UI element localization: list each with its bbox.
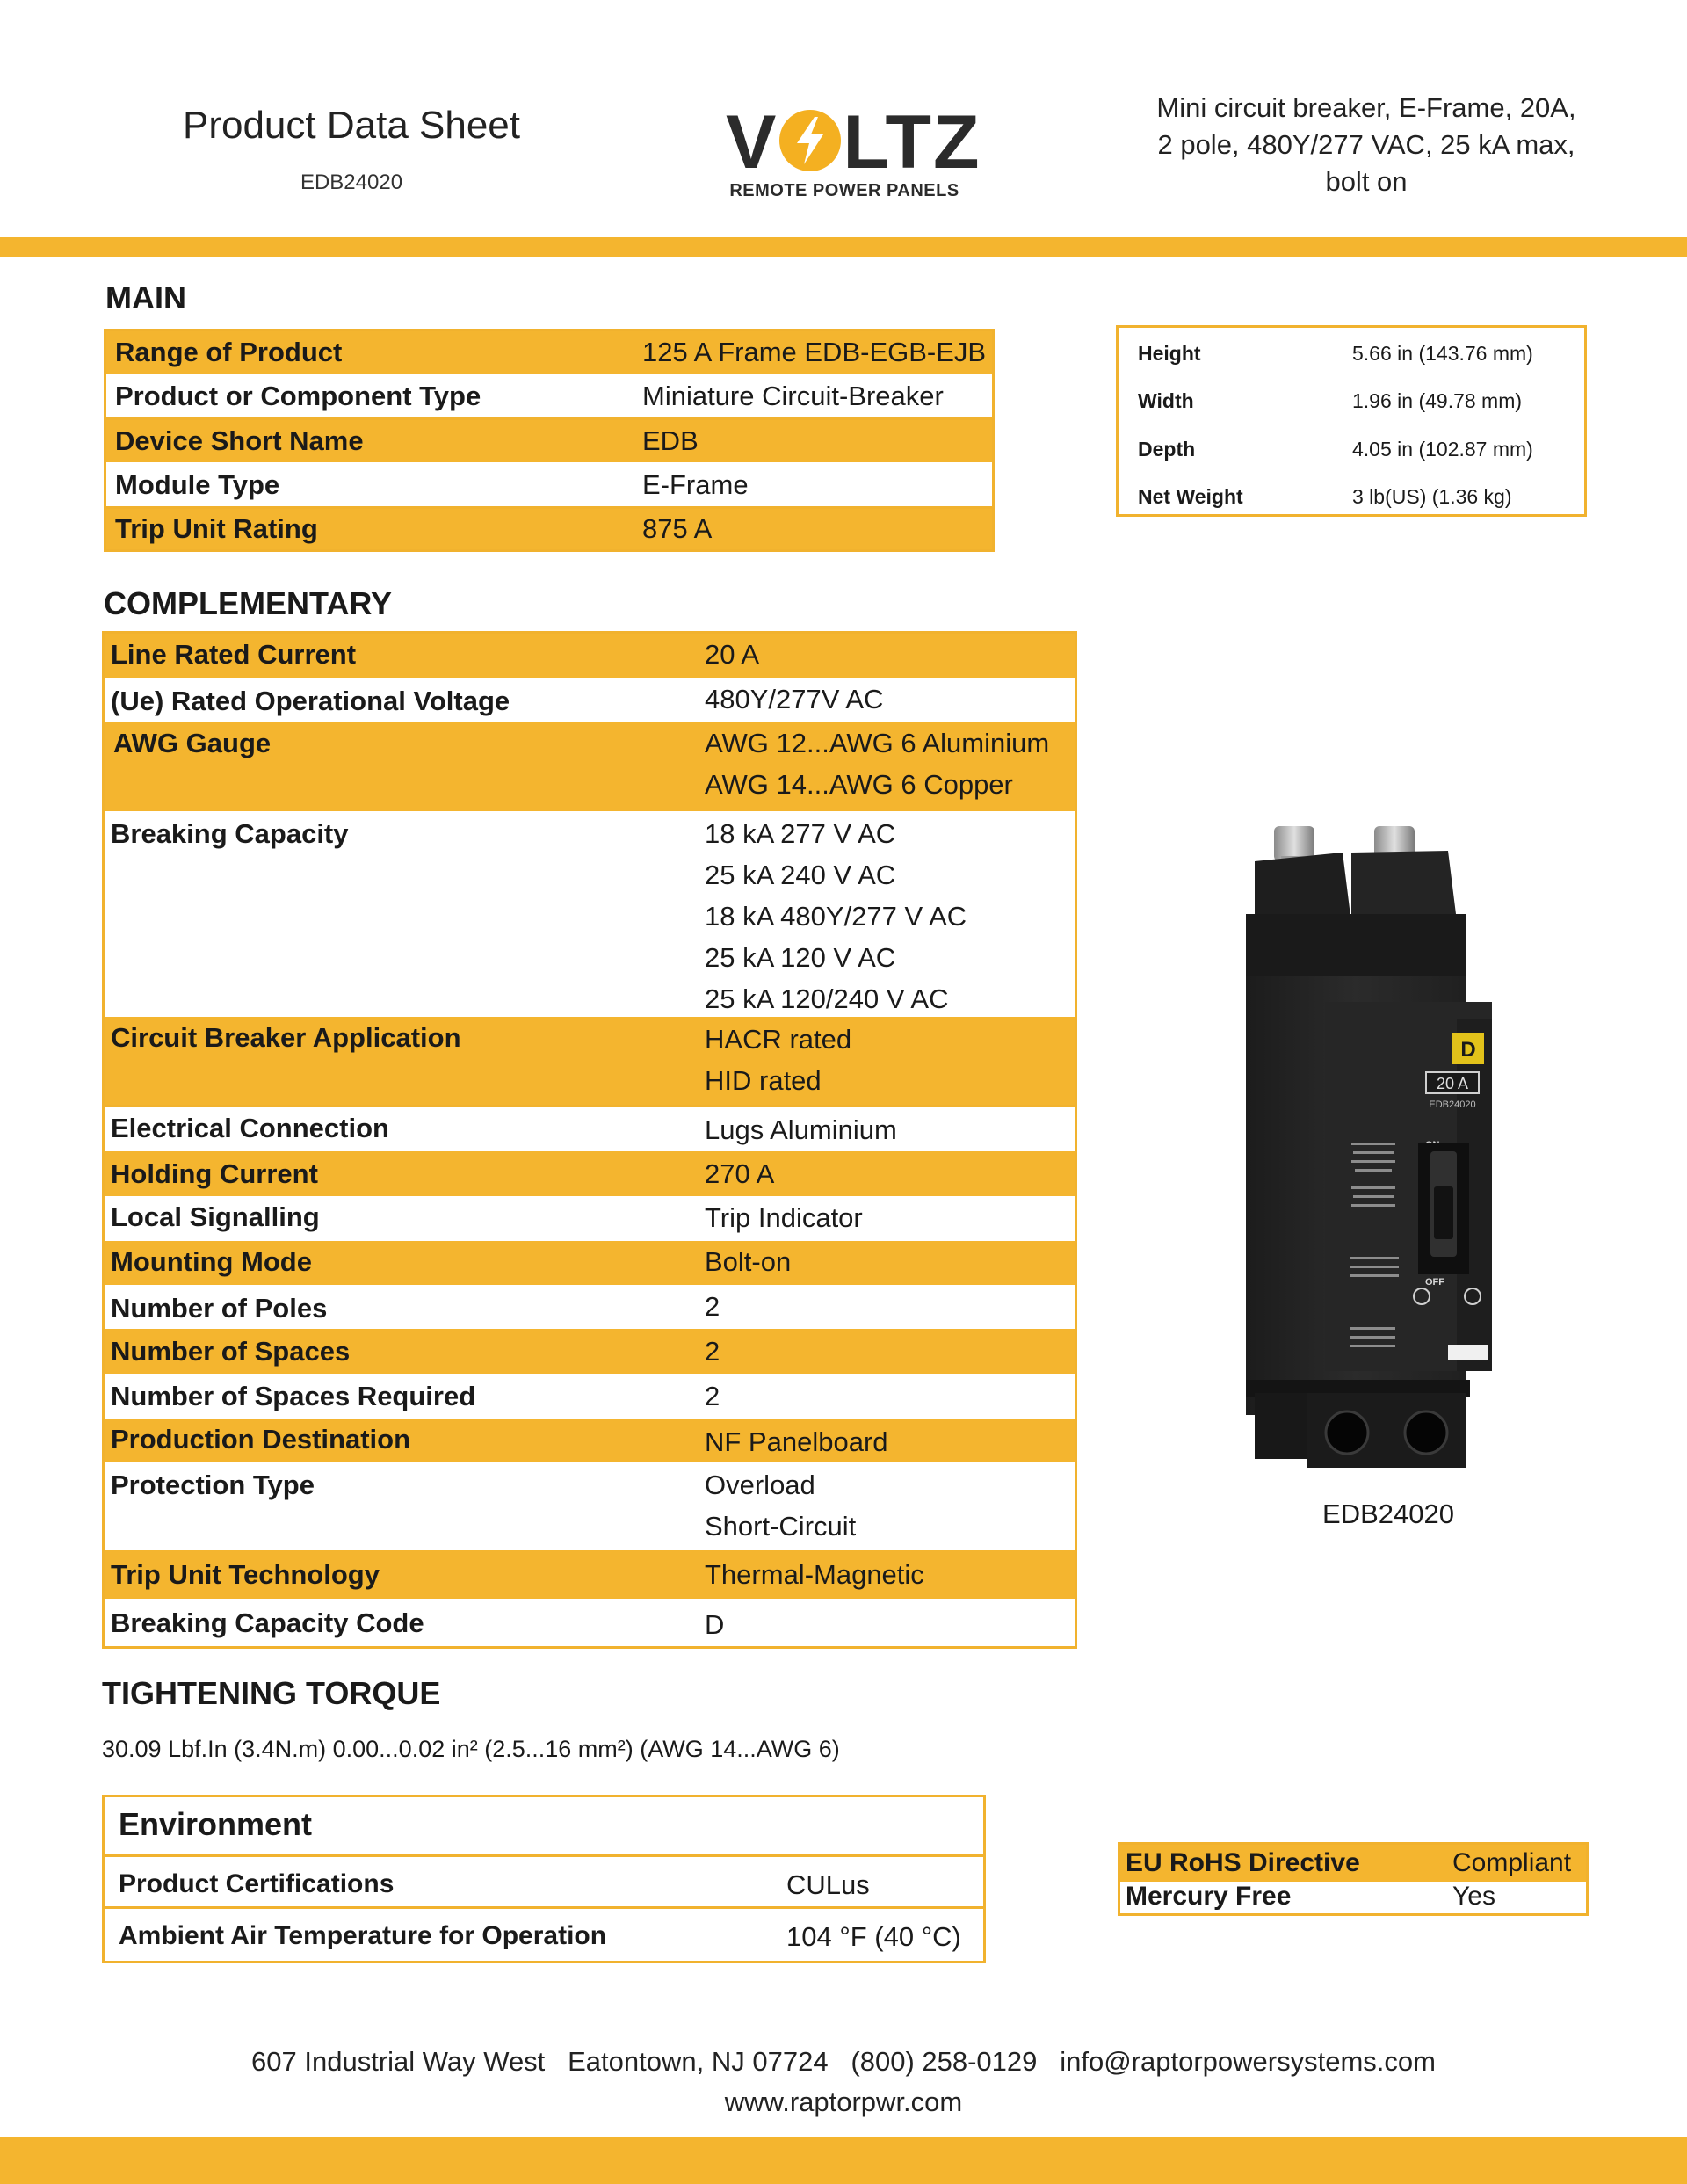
row-label: Breaking Capacity: [111, 818, 349, 849]
table-row: [105, 1285, 1075, 1329]
footer-contact: 607 Industrial Way West Eatontown, NJ 07724 (800) 258-0129 info@raptorpowersystems.com: [251, 2046, 1436, 2077]
row-divider: [105, 1906, 983, 1909]
row-label: Number of Spaces Required: [111, 1381, 476, 1411]
description-line: bolt on: [1325, 166, 1408, 197]
row-label: Mercury Free: [1126, 1882, 1292, 1911]
row-value: HACR rated: [705, 1024, 852, 1055]
model-label: EDB24020: [1429, 1099, 1476, 1110]
table-row: [105, 1599, 1075, 1646]
row-value: HID rated: [705, 1065, 822, 1096]
document-title: Product Data Sheet: [182, 104, 520, 147]
main-table: [104, 329, 995, 552]
row-value: E-Frame: [642, 469, 749, 500]
table-row: [106, 374, 992, 417]
row-value: D: [705, 1609, 725, 1640]
dimension-value: 1.96 in (49.78 mm): [1352, 389, 1523, 412]
row-label: Ambient Air Temperature for Operation: [119, 1921, 607, 1950]
table-row: [105, 722, 1075, 811]
row-value: Miniature Circuit-Breaker: [642, 381, 944, 411]
row-label: Product or Component Type: [115, 381, 481, 411]
table-row: [105, 1241, 1075, 1285]
row-label: Module Type: [115, 469, 280, 500]
row-value: AWG 12...AWG 6 Aluminium: [705, 728, 1050, 758]
environment-title: Environment: [119, 1806, 313, 1842]
row-label: AWG Gauge: [113, 728, 272, 758]
row-value: 25 kA 120/240 V AC: [705, 983, 949, 1014]
row-value: CULus: [786, 1869, 870, 1900]
row-label: Product Certifications: [119, 1869, 395, 1898]
dimensions-table: [1116, 325, 1587, 517]
description-line: 2 pole, 480Y/277 VAC, 25 kA max,: [1157, 129, 1575, 160]
row-label: Trip Unit Technology: [111, 1559, 380, 1590]
main-section-title: MAIN: [105, 279, 186, 316]
row-value: EDB: [642, 425, 699, 456]
row-label: Trip Unit Rating: [115, 513, 318, 544]
product-image: [1246, 817, 1527, 1468]
voltz-logo: [726, 100, 981, 204]
table-row: [105, 1419, 1075, 1462]
row-label: Number of Poles: [111, 1293, 328, 1324]
row-value: Trip Indicator: [705, 1202, 863, 1233]
table-row: [105, 1151, 1075, 1196]
row-value: 875 A: [642, 513, 713, 544]
row-label: Local Signalling: [111, 1201, 320, 1232]
row-label: Device Short Name: [115, 425, 364, 456]
row-value: 125 A Frame EDB-EGB-EJB: [642, 337, 987, 367]
dimension-label: Width: [1138, 389, 1194, 412]
row-value: Short-Circuit: [705, 1511, 857, 1542]
row-value: NF Panelboard: [705, 1426, 888, 1457]
row-label: EU RoHS Directive: [1126, 1848, 1360, 1877]
row-label: Range of Product: [115, 337, 343, 367]
row-value: Thermal-Magnetic: [705, 1559, 924, 1590]
table-row: [106, 462, 992, 506]
complementary-table: [102, 631, 1077, 1649]
logo-subtitle: REMOTE POWER PANELS: [729, 181, 959, 200]
table-row: [105, 634, 1075, 678]
row-value: 18 kA 277 V AC: [705, 818, 896, 849]
row-value: 480Y/277V AC: [705, 684, 884, 715]
table-row: [106, 331, 992, 374]
table-row: [105, 1374, 1075, 1419]
table-row: [105, 811, 1075, 1017]
row-divider: [105, 1854, 983, 1857]
torque-section-title: TIGHTENING TORQUE: [102, 1675, 441, 1711]
row-value: 25 kA 120 V AC: [705, 942, 896, 973]
dimension-label: Net Weight: [1138, 485, 1243, 508]
footer-website-link[interactable]: www.raptorpwr.com: [724, 2086, 963, 2117]
row-value: 2: [705, 1291, 720, 1322]
product-image-caption: EDB24020: [1322, 1498, 1454, 1529]
environment-table: [102, 1795, 986, 1963]
row-label: Line Rated Current: [111, 639, 357, 670]
torque-spec: 30.09 Lbf.In (3.4N.m) 0.00...0.02 in² (2.5...16 mm²) (AWG 14...AWG 6): [102, 1736, 840, 1762]
row-label: Circuit Breaker Application: [111, 1022, 461, 1053]
brand-logo-icon: D: [1460, 1038, 1476, 1062]
compliance-table: [1118, 1842, 1589, 1916]
lightning-bolt-icon: [779, 110, 841, 171]
logo-wordmark: V LTZ: [726, 100, 981, 185]
row-value: 25 kA 240 V AC: [705, 860, 896, 890]
row-value: 20 A: [705, 639, 760, 670]
product-code: EDB24020: [300, 171, 403, 194]
table-row: [105, 1550, 1075, 1599]
row-value: Bolt-on: [705, 1246, 792, 1277]
row-label: Number of Spaces: [111, 1336, 351, 1367]
row-label: Holding Current: [111, 1158, 318, 1189]
table-row: [105, 1462, 1075, 1550]
dimension-label: Depth: [1138, 438, 1196, 461]
row-value: Yes: [1452, 1882, 1495, 1911]
table-row: [106, 420, 992, 462]
row-value: Compliant: [1452, 1848, 1572, 1877]
table-row: [1120, 1882, 1586, 1913]
footer-bar: [0, 2137, 1687, 2184]
row-label: Breaking Capacity Code: [111, 1607, 424, 1638]
rating-label: 20 A: [1436, 1075, 1469, 1092]
row-value: Overload: [705, 1469, 815, 1500]
dimension-value: 4.05 in (102.87 mm): [1352, 438, 1533, 461]
table-row: [106, 509, 992, 549]
off-label: OFF: [1425, 1277, 1444, 1288]
row-label: Production Destination: [111, 1424, 410, 1455]
row-value: AWG 14...AWG 6 Copper: [705, 769, 1013, 800]
dimension-value: 3 lb(US) (1.36 kg): [1352, 485, 1512, 508]
table-row: [105, 1107, 1075, 1151]
row-value: Lugs Aluminium: [705, 1114, 897, 1145]
table-row: [1120, 1845, 1586, 1882]
row-label: Electrical Connection: [111, 1113, 389, 1143]
complementary-section-title: COMPLEMENTARY: [104, 585, 392, 621]
product-description: [1090, 90, 1643, 200]
dimension-value: 5.66 in (143.76 mm): [1352, 342, 1533, 365]
row-value: 104 °F (40 °C): [786, 1921, 961, 1952]
table-row: [105, 1196, 1075, 1241]
row-label: Protection Type: [111, 1469, 315, 1500]
row-value: 18 kA 480Y/277 V AC: [705, 901, 967, 932]
row-label: Mounting Mode: [111, 1246, 312, 1277]
header-divider-bar: [0, 237, 1687, 257]
dimension-label: Height: [1138, 342, 1201, 365]
table-row: [105, 1329, 1075, 1374]
row-value: 270 A: [705, 1158, 775, 1189]
row-value: 2: [705, 1381, 720, 1411]
table-row: [105, 678, 1075, 722]
row-value: 2: [705, 1336, 720, 1367]
description-line: Mini circuit breaker, E-Frame, 20A,: [1156, 92, 1576, 123]
row-label: (Ue) Rated Operational Voltage: [111, 686, 510, 716]
table-row: [105, 1017, 1075, 1105]
